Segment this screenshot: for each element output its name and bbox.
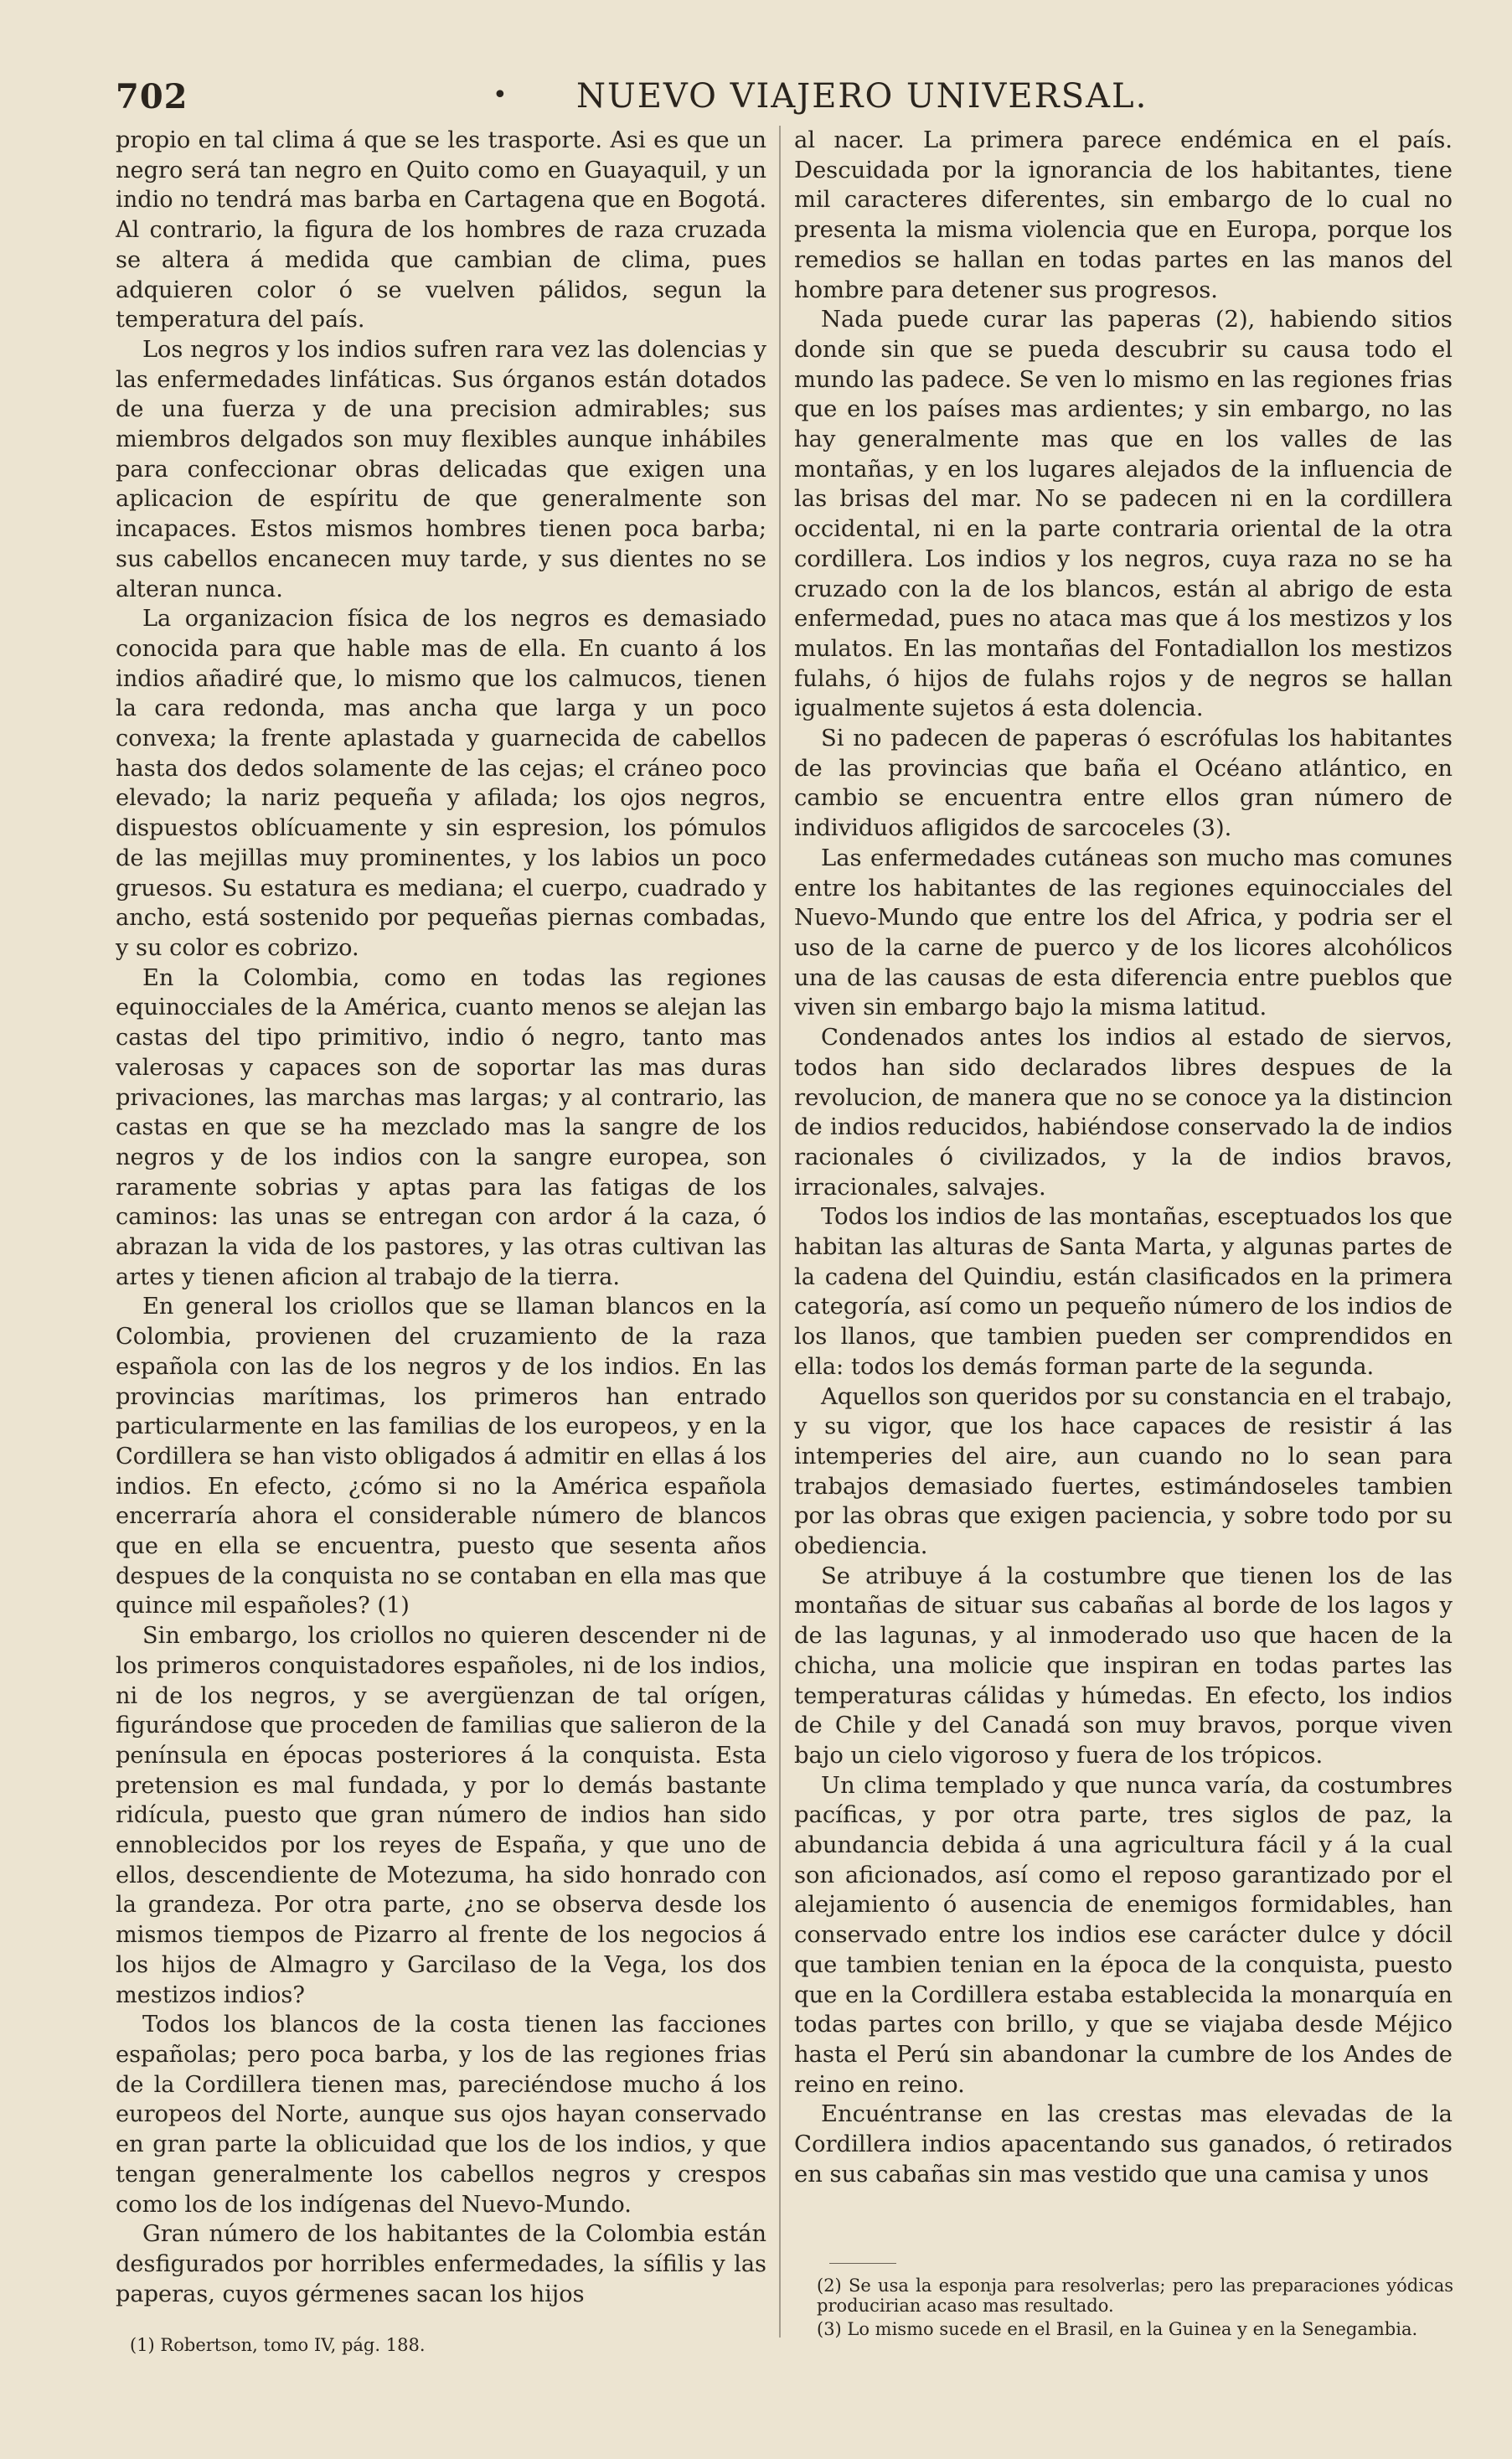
footnote: (2) Se usa la esponja para resolverlas; pero las preparaciones yódicas producirian acaso mas resultado. <box>817 2276 1453 2316</box>
paragraph: Todos los indios de las montañas, esceptuados los que habitan las alturas de Santa Marta, y algunas partes de la cadena del Quindiu, están clasificados en la primera categoría, así como un pequeño número de los indios de los llanos, que tambien pueden ser comprendidos en ella: todos los demás forman parte de la segunda. <box>794 1204 1453 1380</box>
paragraph: Un clima templado y que nunca varía, da costumbres pacíficas, y por otra parte, tres siglos de paz, la abundancia debida á una agricultura fácil y á la cual son aficionados, así como el reposo garantizado por el alejamiento ó ausencia de enemigos formidables, han conservado entre los indios ese carácter dulce y dócil que tambien tenian en la época de la conquista, puesto que en la Cordillera estaba establecida la monarquía en todas partes con brillo, y que se viajaba desde Méjico hasta el Perú sin abandonar la cumbre de los Andes de reino en reino. <box>794 1772 1453 2098</box>
footnote-rule <box>829 2263 896 2264</box>
right-column <box>794 126 1453 2190</box>
paragraph: La organizacion física de los negros es demasiado conocida para que hable mas de ella. En cuanto á los indios añadiré que, lo mismo que los calmucos, tienen la cara redonda, mas ancha que larga y un poco convexa; la frente aplastada y guarnecida de cabellos hasta dos dedos solamente de las cejas; el cráneo poco elevado; la nariz pequeña y afilada; los ojos negros, dispuestos oblícuamente y sin espresion, los pómulos de las mejillas muy prominentes, y los labios un poco gruesos. Su estatura es mediana; el cuerpo, cuadrado y ancho, está sostenido por pequeñas piernas combadas, y su color es cobrizo. <box>116 606 766 961</box>
paragraph: al nacer. La primera parece endémica en el país. Descuidada por la ignorancia de los habitantes, tiene mil caracteres diferentes, sin embargo de lo cual no presenta la misma violencia que en Europa, porque los remedios se hallan en todas partes en las manos del hombre para detener sus progresos. <box>794 127 1453 303</box>
paragraph: En general los criollos que se llaman blancos en la Colombia, provienen del cruzamiento de la raza española con las de los negros y de los indios. En las provincias marítimas, los primeros han entrado particularmente en las familias de los europeos, y en la Cordillera se han visto obligados á admitir en ellas á los indios. En efecto, ¿cómo si no la América española encerraría ahora el considerable número de blancos que en ella se encuentra, puesto que sesenta años despues de la conquista no se contaban en ella mas que quince mil españoles? (1) <box>116 1294 766 1620</box>
column-divider <box>779 126 781 2338</box>
footnote: (3) Lo mismo sucede en el Brasil, en la Guinea y en la Senegambia. <box>817 2319 1418 2339</box>
paragraph: Gran número de los habitantes de la Colombia están desfigurados por horribles enfermedades, la sífilis y las paperas, cuyos gérmenes sacan los hijos <box>116 2221 766 2307</box>
paragraph: Aquellos son queridos por su constancia en el trabajo, y su vigor, que los hace capaces de resistir á las intemperies del aire, aun cuando no lo sean para trabajos demasiado fuertes, estimándoseles tambien por las obras que exigen paciencia, y sobre todo por su obediencia. <box>794 1383 1453 1560</box>
footnote-left: (1) Robertson, tomo IV, pág. 188. <box>130 2335 426 2355</box>
paragraph: Se atribuye á la costumbre que tienen los de las montañas de situar sus cabañas al borde de los lagos y de las lagunas, y al inmoderado uso que hacen de la chicha, una molicie que inspiran en todas partes las temperaturas cálidas y húmedas. En efecto, los indios de Chile y del Canadá son muy bravos, porque viven bajo un cielo vigoroso y fuera de los trópicos. <box>794 1563 1453 1769</box>
paragraph: Encuéntranse en las crestas mas elevadas de la Cordillera indios apacentando sus ganados, ó retirados en sus cabañas sin mas vestido que una camisa y unos <box>794 2101 1453 2188</box>
paragraph: Los negros y los indios sufren rara vez las dolencias y las enfermedades linfáticas. Sus órganos están dotados de una fuerza y de una precision admirables; sus miembros delgados son muy flexibles aunque inhábiles para confeccionar obras delicadas que exigen una aplicacion de espíritu de que generalmente son incapaces. Estos mismos hombres tienen poca barba; sus cabellos encanecen muy tarde, y sus dientes no se alteran nunca. <box>116 336 766 602</box>
paragraph: En la Colombia, como en todas las regiones equinocciales de la América, cuanto menos se alejan las castas del tipo primitivo, indio ó negro, tanto mas valerosas y capaces son de soportar las mas duras privaciones, las marchas mas largas; y al contrario, las castas en que se ha mezclado mas la sangre de los negros y de los indios con la sangre europea, son raramente sobrias y aptas para las fatigas de los caminos: las unas se entregan con ardor á la caza, ó abrazan la vida de los pastores, y las otras cultivan las artes y tienen aficion al trabajo de la tierra. <box>116 964 766 1290</box>
paragraph: Nada puede curar las paperas (2), habiendo sitios donde sin que se pueda descubrir su causa todo el mundo las padece. Se ven lo mismo en las regiones frias que en los países mas ardientes; y sin embargo, no las hay generalmente mas que en los valles de las montañas, y en los lugares alejados de la influencia de las brisas del mar. No se padecen ni en la cordillera occidental, ni en la parte contraria oriental de la otra cordillera. Los indios y los negros, cuya raza no se ha cruzado con la de los blancos, están al abrigo de esta enfermedad, pues no ataca mas que á los mestizos y los mulatos. En las montañas del Fontadiallon los mestizos fulahs, ó hijos de fulahs rojos y de negros se hallan igualmente sujetos á esta dolencia. <box>794 307 1453 722</box>
footnotes-right <box>817 2276 1453 2343</box>
running-title: NUEVO VIAJERO UNIVERSAL. <box>576 77 1148 116</box>
page-number: 702 <box>116 77 188 116</box>
paragraph: Condenados antes los indios al estado de siervos, todos han sido declarados libres despues de la revolucion, de manera que no se conoce ya la distincion de indios reducidos, habiéndose conservado la de indios racionales ó civilizados, y la de indios bravos, irracionales, salvajes. <box>794 1025 1453 1201</box>
paragraph: Si no padecen de paperas ó escrófulas los habitantes de las provincias que baña el Océano atlántico, en cambio se encuentra entre ellos gran número de individuos afligidos de sarcoceles (3). <box>794 726 1453 842</box>
paragraph: propio en tal clima á que se les trasporte. Asi es que un negro será tan negro en Quito como en Guayaquil, y un indio no tendrá mas barba en Cartagena que en Bogotá. Al contrario, la figura de los hombres de raza cruzada se altera á medida que cambian de clima, pues adquieren color ó se vuelven pálidos, segun la temperatura del país. <box>116 127 766 333</box>
page-header <box>116 77 1454 127</box>
paragraph: Sin embargo, los criollos no quieren descender ni de los primeros conquistadores españoles, ni de los indios, ni de los negros, y se avergüenzan de tal orígen, figurándose que proceden de familias que salieron de la península en épocas posteriores á la conquista. Esta pretension es mal fundada, y por lo demás bastante ridícula, puesto que gran número de indios han sido ennoblecidos por los reyes de España, y que uno de ellos, descendiente de Motezuma, ha sido honrado con la grandeza. Por otra parte, ¿no se observa desde los mismos tiempos de Pizarro al frente de los negocios á los hijos de Almagro y Garcilaso de la Vega, los dos mestizos indios? <box>116 1623 766 2008</box>
paragraph: Todos los blancos de la costa tienen las facciones españolas; pero poca barba, y los de las regiones frias de la Cordillera tienen mas, pareciéndose mucho á los europeos del Norte, aunque sus ojos hayan conservado en gran parte la oblicuidad que los de los indios, y que tengan generalmente los cabellos negros y crespos como los de los indígenas del Nuevo-Mundo. <box>116 2012 766 2218</box>
header-ornament: • <box>493 80 508 110</box>
left-column <box>116 126 766 2309</box>
paragraph: Las enfermedades cutáneas son mucho mas comunes entre los habitantes de las regiones equinocciales del Nuevo-Mundo que entre los del Africa, y podria ser el uso de la carne de puerco y de los licores alcohólicos una de las causas de esta diferencia entre pueblos que viven sin embargo bajo la misma latitud. <box>794 845 1453 1021</box>
